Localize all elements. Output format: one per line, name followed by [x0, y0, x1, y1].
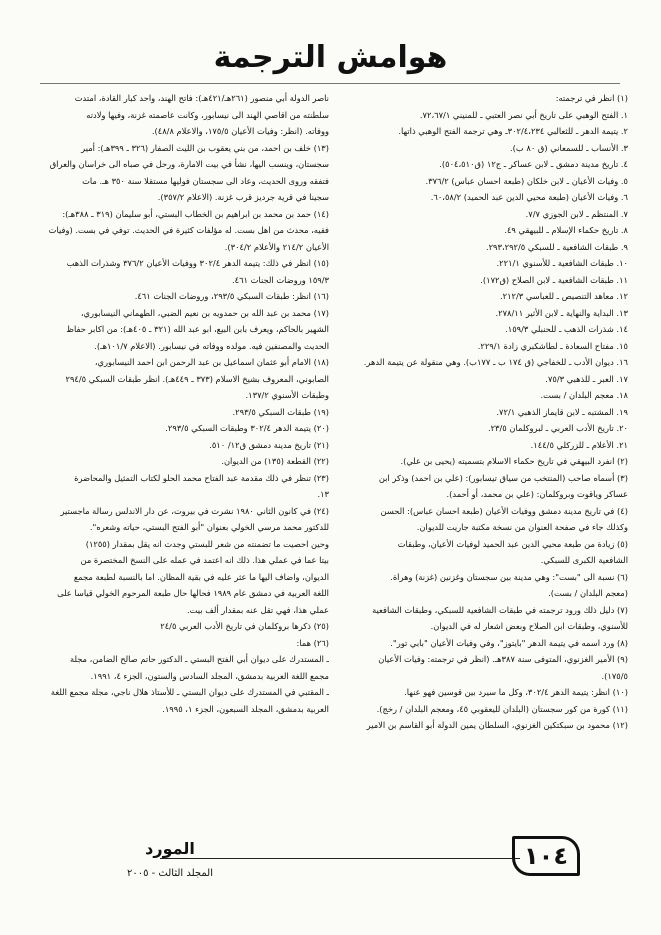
- footnote-line: ١٩. المشتبه ـ لابن قايماز الذهبي ٧٢/١.: [496, 406, 628, 417]
- footnote-line: ١١. طبقات الشافعية ـ لابن الصلاح (ق١٧٢).: [480, 274, 628, 285]
- footnote-line: ١٧٥/٥).: [601, 670, 628, 681]
- footnote-line: ١٤. شذرات الذهب ـ للحنبلي ١٥٩/٣.: [505, 324, 628, 334]
- footnote-line: (١١) كورة من كور سجستان (البلدان لليعقوبي ٤٥، ومعجم البلدان / رخج).: [376, 703, 628, 714]
- title-divider: [40, 83, 620, 84]
- footnote-line: (٢١) تاريخ مدينة دمشق ق١٢/ ٥١٠.: [209, 439, 329, 450]
- page-number: ١٠٤: [512, 836, 580, 876]
- footnote-line: (١) انظر في ترجمته:: [555, 93, 628, 103]
- footnote-line: سجينا في قرية جرديز قرب غزنة. (الاعلام ٣٥٧/٢).: [157, 192, 329, 202]
- footnote-line: (٢٣) تنظر في ذلك مقدمة عبد الفتاح محمد الحلو لكتاب التمثيل والمحاضرة: [74, 472, 329, 483]
- footnote-line: (٢) انفرد البيهقي في تاريخ حكماء الاسلام بتسميته (يحيى بن علي).: [400, 456, 628, 466]
- right-column-footnotes: [343, 90, 628, 734]
- footnote-line: وحين احصيت ما تضمنته من شعر للبستي وجدت انه يقل بمقدار (١٢٥٥): [85, 538, 329, 549]
- footnote-line: ٢١. الأعلام ـ للزركلي ١٤٤/٥.: [530, 439, 628, 450]
- journal-issue: المجلد الثالث - ٢٠٠٥: [126, 868, 213, 879]
- footnote-line: (٣) أسماه صاحب (المنتخب من سياق تيسابور): (علي بن احمد) وذكر ابن: [378, 472, 628, 483]
- footnote-line: وطبقات الأسنوي ١٣٧/٢.: [245, 390, 329, 400]
- footnote-line: (١٥) انظر في ذلك: يتيمة الدهر ٣٠٢/٤ ووفيات الأعيان ٣٧٦/٢ وشذرات الذهب: [66, 258, 329, 268]
- footnote-line: (١٤) حمد بن محمد بن ابراهيم بن الخطاب البستي، أبو سليمان (٣١٩ ـ ٣٨٨هـ):: [62, 208, 329, 219]
- footnote-line: للدكتور محمد مرسي الخولي بعنوان "أبو الفتح البستي، حياته وشعره".: [89, 522, 329, 532]
- footnote-line: الأعيان ٢١٤/٢ والأعلام ٣٠٤/٢).: [224, 241, 329, 252]
- footnote-line: الشهير بالحاكم، ويعرف بابن البيع، ابو عبد الله (٣٢١ ـ ٤٠٥هـ): من اكابر حفاظ: [66, 324, 329, 334]
- footnote-line: (٦) نسبة الى "بست": وهي مدينة بين سجستان وغزنين (غزنة) وهراة.: [390, 571, 628, 582]
- footnote-line: (١٧) محمد بن عبد الله بن حمدويه بن نعيم الضبي، الطهماني النيسابوري،: [80, 307, 329, 318]
- footnote-line: ١٥. مفتاح السعادة ـ لطاشكبري زادة ٢٢٩/١.: [477, 340, 628, 351]
- footnote-line: (١٣) خلف بن احمد، من بني يعقوب بن الليث الصفار (٣٢٦ ـ ٣٩٩هـ): أمير: [81, 142, 329, 153]
- footnote-line: ٥. وفيات الأعيان ـ لابن خلكان (طبعة احسان عباس) ٣٧٦/٢.: [425, 175, 628, 186]
- footnote-line: العربية بدمشق، المجلد السبعون، الجزء ١، ١٩٩٥.: [162, 703, 329, 714]
- footnote-line: ١٣.: [317, 489, 329, 499]
- footnote-line: (٥) زيادة من طبعة محيي الدين عبد الحميد لوفيات الأعيان، وطبقات: [397, 538, 628, 549]
- footnote-line: بيتا عما في عملي هذا. ذلك انه اعتمد في عمله على النسخ المختصرة من: [80, 555, 329, 565]
- footnote-line: ٦. وفيات الأعيان (طبعة محيي الدين عبد الحميد) ٦٠،٥٨/٢.: [430, 192, 628, 202]
- footnote-line: ١. الفتح الوهبي على تاريخ أبي نصر العتبي ـ للمنيني ٧٢،٦٧/١.: [419, 109, 628, 120]
- footnote-line: ١٨. معجم البلدان / بست.: [540, 390, 628, 400]
- footnote-line: (معجم البلدان / بست).: [548, 588, 628, 598]
- footnote-line: عملي هذا، فهي تقل عنه بمقدار ألف بيت.: [187, 604, 329, 615]
- footnote-line: ١٣. البداية والنهاية ـ لابن الأثير ٢٧٨/١١.: [495, 307, 628, 318]
- footnote-line: (٢٢) القطعة (١٣٥) من الديوان.: [221, 456, 329, 466]
- footnote-line: ٤. تاريخ مدينة دمشق ـ لابن عساكر ـ ج١٢ (ق٥٠٤،٥١٠).: [439, 159, 628, 169]
- footnote-line: (٨) ورد اسمه في يتيمة الدهر "بايتوز"، وفي وفيات الأعيان "بابي تور".: [390, 637, 628, 648]
- footnote-line: ١٠. طبقات الشافعية ـ للأسنوي ٢٢١/١.: [496, 258, 628, 268]
- footnote-line: (١٨) الامام أبو عثمان اسماعيل بن عبد الرحمن ابن احمد النيسابوري،: [94, 357, 329, 367]
- footnote-line: (١٦) انظر: طبقات السبكي ٢٩٣/٥، وروضات الجنات ٤٦١.: [134, 291, 329, 301]
- footnote-line: ١٢. معاهد التنصيص ـ للعباسي ٢١٢/٣.: [499, 291, 628, 301]
- footnote-line: فقيه، محدث من اهل بست. له مؤلفات كثيرة في الحديث. توفي في بست. (وفيات: [48, 225, 329, 235]
- footnote-line: ٣. الأنساب ـ للسمعاني (ق ٨٠ ب).: [510, 142, 628, 153]
- footnote-line: (٢٥) ذكرها بروكلمان في تاريخ الأدب العربي ٢٤/٥: [160, 621, 329, 631]
- footnote-line: ناصر الدولة أبي منصور (٢٦١هـ/٤٢١هـ): فاتح الهند، واحد كبار القادة، امتدت: [74, 93, 329, 103]
- footnote-line: وكذلك جاء في صفحة العنوان من نسخة مكتبة جاريت للديوان.: [416, 522, 628, 532]
- footnote-line: مجمع اللغة العربية بدمشق، المجلد السادس والستون، الجزء ٤، ١٩٩١.: [90, 670, 329, 681]
- footnote-line: (١٩) طبقات السبكي ٢٩٣/٥.: [232, 406, 329, 417]
- footnote-line: (١٠) انظر: يتيمة الدهر ٣٠٢/٤، وكل ما سيرد بين قوسين فهو عنها.: [404, 687, 628, 697]
- footnote-line: فتفقه وروى الحديث، وعاد الى سجستان فوليها مستقلا سنة ٣٥٠ هـ. مات: [82, 175, 329, 186]
- footnote-line: (٢٦) هما:: [296, 637, 329, 648]
- footnote-line: (٢٠) يتيمة الدهر ٣٠٢/٤ وطبقات السبكي ٢٩٣/٥.: [165, 423, 329, 433]
- footnote-line: ٩. طبقات الشافعية ـ للسبكي ٢٩٣،٢٩٢/٥.: [485, 241, 628, 252]
- footnote-line: (٩) الأمير الغزنوي، المتوفى سنة ٣٨٧هـ. (انظر في ترجمته: وفيات الأعيان: [378, 654, 628, 664]
- footnote-line: للأسنوي، وطبقات ابن الصلاح وبعض اشعار له في الديوان.: [430, 621, 628, 631]
- footnote-line: ٨. تاريخ حكماء الإسلام ـ للبيهقي ٤٩.: [504, 225, 628, 235]
- footnote-line: الديوان، واضاف اليها ما عثر عليه في بقية المظان. اما بالنسبة لطبعة مجمع: [73, 571, 329, 582]
- footnote-line: الشافعية الكبرى للسبكي.: [540, 555, 628, 565]
- footer-divider: [160, 858, 520, 859]
- page-title: هوامش الترجمة: [213, 40, 448, 75]
- footnote-line: سجستان، وينسب اليها، نشأ في بيت الامارة، ورحل في صباه الى خراسان والعراق: [49, 159, 329, 169]
- footnote-line: عساكر وياقوت وبروكلمان: (علي بن محمد، أو أحمد).: [446, 489, 628, 499]
- footnote-line: ـ المستدرك على ديوان أبي الفتح البستي ـ الدكتور حاتم صالح الضامن، مجلة: [70, 654, 329, 664]
- footnote-line: الحديث والمصنفين فيه. مولده ووفاته في نيسابور. (الاعلام ١٠١/٧هـ).: [94, 340, 329, 351]
- footnote-line: ـ المقتبي في المستدرك على ديوان البستي ـ للأستاذ هلال ناجي، مجلة مجمع اللغة: [50, 687, 329, 697]
- footnote-line: (٢٤) في كانون الثاني ١٩٨٠ نشرت في بيروت، عن دار الاندلس رسالة ماجستير: [60, 505, 329, 516]
- footnote-line: ١٥٩/٣ وروضات الجنات ٤٦١.: [232, 274, 329, 285]
- footnote-line: (١٢) محمود بن سبكتكين الغزنوي، السلطان يمين الدولة أبو القاسم بن الامير: [366, 720, 628, 730]
- journal-name: المورد: [145, 839, 195, 858]
- left-column-footnotes: [33, 90, 329, 717]
- footnote-line: اللغة العربية في دمشق عام ١٩٨٩ فحالها حال طبعة المرحوم الخولي قياسا على: [57, 588, 329, 598]
- footnote-line: سلطنته من اقاصي الهند الى نيسابور، وكانت عاصمته غزنة، وفيها ولادته: [86, 109, 329, 120]
- footnote-line: ٢٠. تاريخ الأدب العربي ـ لبروكلمان ٢٣/٥.: [487, 423, 628, 433]
- footnote-line: ٢. يتيمة الدهر ـ للثعالبي ٣٠٢/٤،٢٣٤ـ وهي ترجمة الفتح الوهبي ذاتها.: [398, 126, 628, 136]
- footnote-line: ووفاته. (انظر: وفيات الأعيان ١٧٥/٥، والاعلام ٤٨/٨).: [151, 126, 329, 136]
- footnote-line: (٤) في تاريخ مدينة دمشق ووفيات الأعيان (طبعة احسان عباس): الحسن: [380, 505, 628, 516]
- footnote-line: الصابوني، المعروف بشيخ الاسلام (٣٧٣ ـ ٤٤٩هـ). انظر طبقات السبكي ٢٩٤/٥: [65, 373, 329, 384]
- footnote-line: ١٦. ديوان الأدب ـ للخفاجي (ق ١٧٤ ب ـ ١٧٧ب). وهي منقولة عن يتيمة الدهر.: [363, 357, 628, 367]
- footnote-line: ١٧. العبر ـ للذهبي ٧٥/٣.: [545, 373, 628, 384]
- footnote-line: ٧. المنتظم ـ لابن الجوزي ٧/٧.: [525, 208, 628, 219]
- footnote-line: (٧) دليل ذلك ورود ترجمته في طبقات الشافعية للسبكي، وطبقات الشافعية: [372, 604, 628, 615]
